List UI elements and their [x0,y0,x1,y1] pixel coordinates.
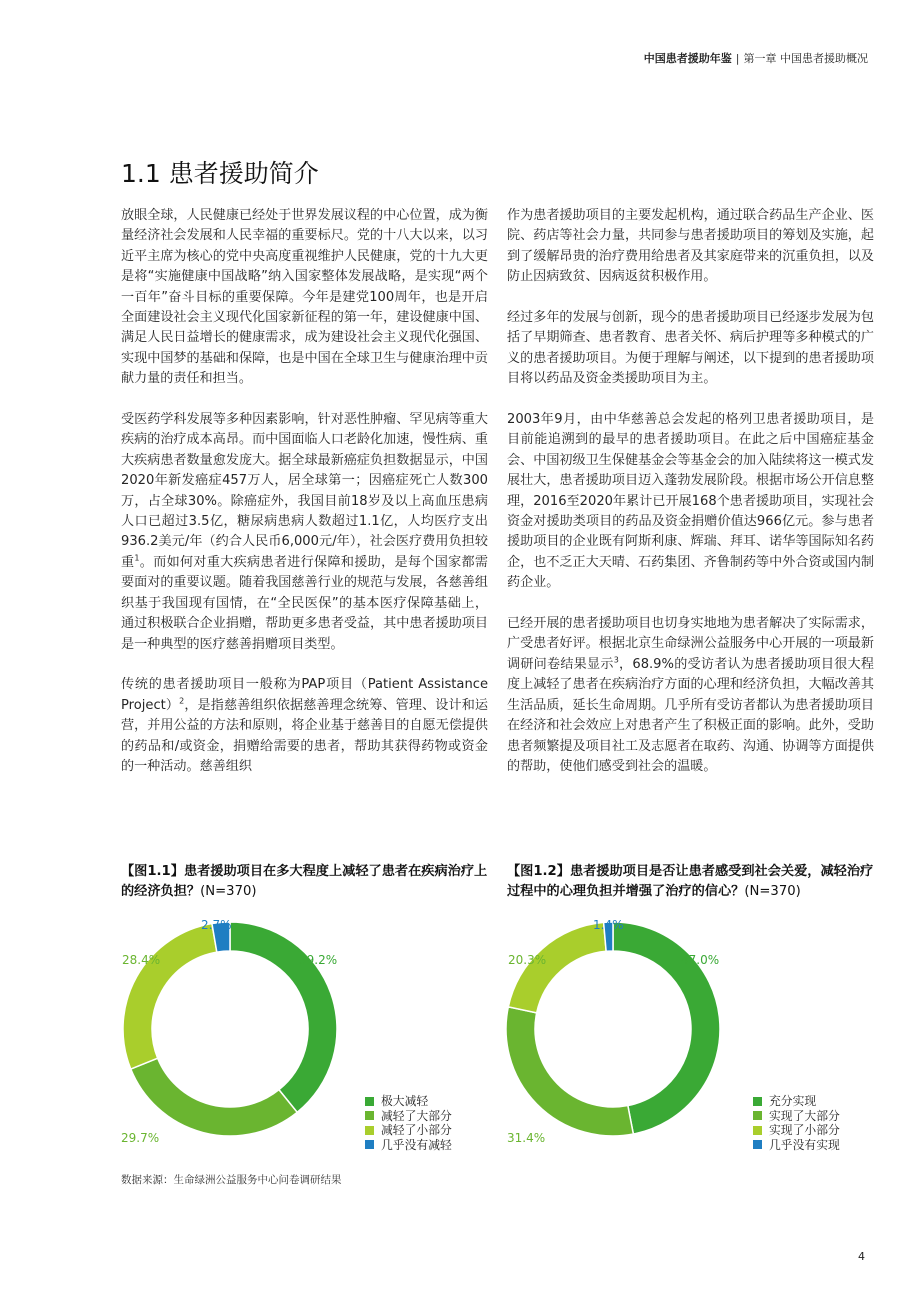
slice-label-1: 31.4% [507,1131,546,1145]
legend-item [365,1109,452,1124]
figure-label: 【图1.1】 [121,864,184,879]
paragraph: 作为患者援助项目的主要发起机构，通过联合药品生产企业、医院、药店等社会力量，共同参与患者援助项目的筹划及实施，起到了缓解昂贵的治疗费用给患者及其家庭带来的沉重负担，以及防止因病致贫、因病返贫积极作用。 [507,208,874,285]
slice-label-1: 29.7% [121,1131,160,1145]
paragraph-text: 。而如何对重大疾病患者进行保障和援助，是每个国家都需要面对的重要议题。随着我国慈善行业的规范与发展，各慈善组织基于我国现有国情，在“全民医保”的基本医疗保障基础上，通过积极联合企业捐赠，帮助更多患者受益，其中患者援助项目是一种典型的医疗慈善捐赠项目类型。 [121,554,489,652]
paragraph-text: 已经开展的患者援助项目也切身实地地为患者解决了实际需求，广受患者好评。根据北京生命绿洲公益服务中心开展的一项最新调研问卷结果显示 [507,616,874,672]
legend-swatch [365,1097,374,1106]
legend-swatch [753,1111,762,1120]
paragraph-text: ，68.9%的受访者认为患者援助项目很大程度上减轻了患者在疾病治疗方面的心理和经济负担，大幅改善其生活品质，延长生命周期。几乎所有受访者都认为患者援助项目在经济和社会效应上对患者产生了积极正面的影响。此外，受助患者频繁提及项目社工及志愿者在取药、沟通、协调等方面提供的帮助，使他们感受到社会的温暖。 [507,656,874,774]
donut-slice-2 [123,924,217,1069]
figure-1-1 [121,862,491,1152]
footnote-ref[interactable]: 1 [134,553,140,563]
legend-swatch [365,1140,374,1149]
figure-title: 患者援助项目在多大程度上减轻了患者在疾病治疗上的经济负担？ [121,864,488,900]
donut-slice-2 [508,922,606,1012]
legend-label: 极大减轻 [381,1094,429,1108]
slice-label-2: 20.3% [508,953,547,967]
legend-item [753,1138,840,1153]
slice-label-3: 2.7% [201,918,232,932]
chapter-title: 第一章 中国患者援助概况 [743,52,868,65]
legend-item [753,1123,840,1138]
paragraph: 放眼全球，人民健康已经处于世界发展议程的中心位置，成为衡量经济社会发展和人民幸福的重要标尺。党的十八大以来，以习近平主席为核心的党中央高度重视维护人民健康，党的十九大更是将“实施健康中国战略”纳入国家整体发展战略，是实现“两个一百年”奋斗目标的重要保障。今年是建党100周年，也是开启全面建设社会主义现代化国家新征程的第一年，建设健康中国、满足人民日益增长的健康需求，成为建设社会主义现代化强国、实现中国梦的基础和保障，也是中国在全球卫生与健康治理中贡献力量的责任和担当。 [121,208,488,387]
legend-swatch [753,1140,762,1149]
slice-label-3: 1.4% [593,918,624,932]
chart-legend [365,1094,452,1152]
paragraph [507,614,874,777]
paragraph [121,675,488,777]
legend-item [365,1138,452,1153]
legend-item [753,1094,840,1109]
donut-slice-0 [230,922,337,1112]
legend-label: 几乎没有减轻 [381,1137,452,1152]
footnote-ref[interactable]: 2 [179,696,185,706]
book-title: 中国患者援助年鉴 [643,52,732,65]
legend-swatch [753,1126,762,1135]
legend-swatch [365,1126,374,1135]
figure-title: 患者援助项目是否让患者感受到社会关爱，减轻治疗过程中的心理负担并增强了治疗的信心？ [507,864,874,900]
legend-label: 几乎没有实现 [769,1137,840,1152]
legend-label: 实现了大部分 [769,1108,840,1123]
footnote-ref[interactable]: 3 [613,655,619,665]
legend-label: 减轻了小部分 [381,1123,452,1137]
chart-legend [753,1094,840,1152]
figure-1-2 [507,862,877,1152]
legend-swatch [365,1111,374,1120]
donut-slice-1 [131,1058,297,1136]
legend-swatch [753,1097,762,1106]
legend-item [365,1123,452,1138]
legend-label: 减轻了大部分 [381,1108,452,1123]
legend-item [753,1109,840,1124]
paragraph [121,410,488,655]
paragraph: 经过多年的发展与创新，现今的患者援助项目已经逐步发展为包括了早期筛查、患者教育、患者关怀、病后护理等多种模式的广义的患者援助项目。为便于理解与阐述，以下提到的患者援助项目将以药品及资金类援助项目为主。 [507,310,874,387]
sample-size: (N=370) [200,884,257,900]
slice-label-2: 28.4% [122,953,161,967]
data-source-note: 数据来源：生命绿洲公益服务中心问卷调研结果 [121,1174,342,1186]
running-header [644,50,868,66]
paragraph-text: 受医药学科发展等多种因素影响，针对恶性肿瘤、罕见病等重大疾病的治疗成本高昂。而中国面临人口老龄化加速，慢性病、重大疾病患者数量愈发庞大。据全球最新癌症负担数据显示，中国2020年新发癌症457万人，居全球第一；因癌症死亡人数300万，占全球30%。除癌症外，我国目前18岁及以上高血压患病人口已超过3.5亿，糖尿病患病人数超过1.1亿，人均医疗支出936.2美元/年（约合人民币6,000元/年），社会医疗费用负担较重 [121,412,488,570]
right-text-column [507,206,874,798]
left-text-column [121,206,488,798]
header-separator: | [735,52,740,65]
section-title: 1.1 患者援助简介 [121,159,319,188]
slice-label-0: 39.2% [299,953,338,967]
paragraph: 2003年9月，由中华慈善总会发起的格列卫患者援助项目，是目前能追溯到的最早的患者援助项目。在此之后中国癌症基金会、中国初级卫生保健基金会等基金会的加入陆续将这一模式发展壮大，患者援助项目迈入蓬勃发展阶段。根据市场公开信息整理，2016至2020年累计已开展168个患者援助项目，实现社会资金对援助类项目的药品及资金捐赠价值达966亿元。参与患者援助项目的企业既有阿斯利康、辉瑞、拜耳、诺华等国际知名药企，也不乏正大天晴、石药集团、齐鲁制药等中外合资或国内制药企业。 [507,412,874,591]
legend-item [365,1094,452,1109]
figure-label: 【图1.2】 [507,864,570,879]
legend-label: 实现了小部分 [769,1123,840,1137]
legend-label: 充分实现 [769,1094,817,1108]
slice-label-0: 47.0% [681,953,720,967]
sample-size: (N=370) [744,884,801,900]
paragraph-text: ，是指慈善组织依据慈善理念统筹、管理、设计和运营，并用公益的方法和原则，将企业基于慈善目的自愿无偿提供的药品和/或资金，捐赠给需要的患者，帮助其获得药物或资金的一种活动。慈善组织 [121,697,488,774]
page-number: 4 [858,1250,865,1263]
donut-slice-1 [506,1007,633,1136]
paragraph-text: 传统的患者援助项目一般称为PAP项目（Patient Assistance Project） [121,677,488,713]
